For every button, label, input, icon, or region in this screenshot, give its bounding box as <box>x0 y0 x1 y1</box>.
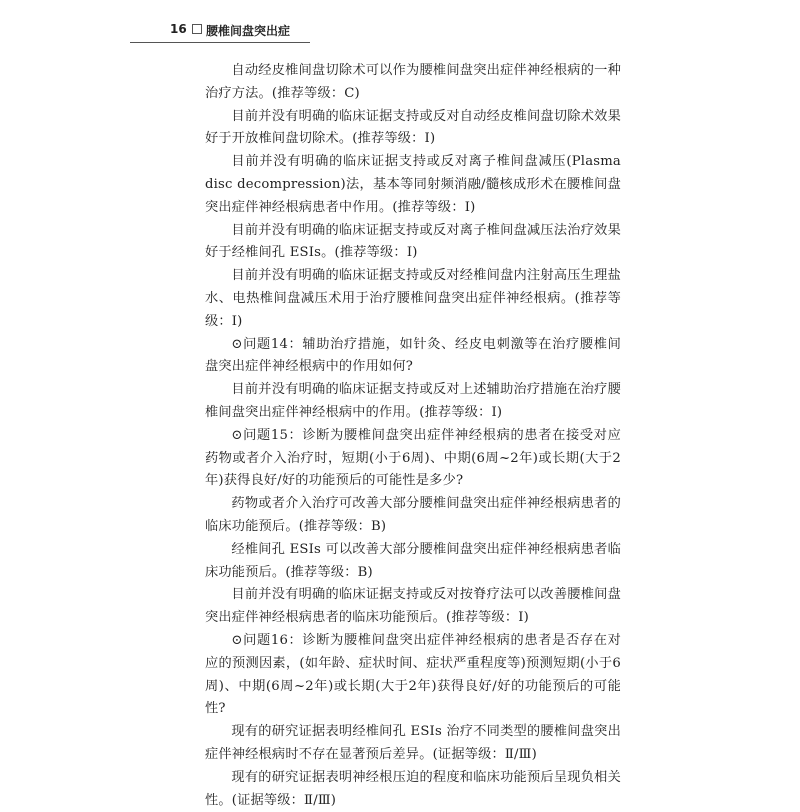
running-title: 腰椎间盘突出症 <box>206 24 291 38</box>
paragraph: 现有的研究证据表明神经根压迫的程度和临床功能预后呈现负相关性。(证据等级：Ⅱ/Ⅲ) <box>205 769 621 808</box>
paragraph: 目前并没有明确的临床证据支持或反对按脊疗法可以改善腰椎间盘突出症伴神经根病患者的临床功能预后。(推荐等级：Ⅰ) <box>205 587 621 626</box>
page-body <box>205 60 621 812</box>
paragraph: 目前并没有明确的临床证据支持或反对离子椎间盘减压法治疗效果好于经椎间孔 ESIs。(推荐等级：Ⅰ) <box>205 222 621 261</box>
page-number: 16 <box>170 22 187 36</box>
paragraph: 药物或者介入治疗可改善大部分腰椎间盘突出症伴神经根病患者的临床功能预后。(推荐等级：B) <box>205 496 621 534</box>
paragraph: 目前并没有明确的临床证据支持或反对自动经皮椎间盘切除术效果好于开放椎间盘切除术。(推荐等级：Ⅰ) <box>205 108 621 147</box>
header-square-icon <box>192 24 202 34</box>
question-paragraph: ⊙问题14：辅助治疗措施，如针灸、经皮电刺激等在治疗腰椎间盘突出症伴神经根病中的作用如何? <box>205 336 621 375</box>
paragraph: 自动经皮椎间盘切除术可以作为腰椎间盘突出症伴神经根病的一种治疗方法。(推荐等级：C) <box>205 63 621 101</box>
question-paragraph: ⊙问题15：诊断为腰椎间盘突出症伴神经根病的患者在接受对应药物或者介入治疗时，短期(小于6周)、中期(6周~2年)或长期(大于2年)获得良好/好的功能预后的可能性是多少? <box>205 427 621 489</box>
page-header <box>130 22 690 44</box>
paragraph: 目前并没有明确的临床证据支持或反对上述辅助治疗措施在治疗腰椎间盘突出症伴神经根病中的作用。(推荐等级：Ⅰ) <box>205 382 621 420</box>
paragraph: 现有的研究证据表明经椎间孔 ESIs 治疗不同类型的腰椎间盘突出症伴神经根病时不存在显著预后差异。(证据等级：Ⅱ/Ⅲ) <box>205 724 621 762</box>
header-rule <box>130 42 310 43</box>
paragraph: 目前并没有明确的临床证据支持或反对经椎间盘内注射高压生理盐水、电热椎间盘减压术用于治疗腰椎间盘突出症伴神经根病。(推荐等级：Ⅰ) <box>205 268 621 329</box>
paragraph: 目前并没有明确的临床证据支持或反对离子椎间盘减压(Plasma disc decompression)法，基本等同射频消融/髓核成形术在腰椎间盘突出症伴神经根病患者中作用。(推荐等级：Ⅰ) <box>205 154 621 215</box>
question-paragraph: ⊙问题16：诊断为腰椎间盘突出症伴神经根病的患者是否存在对应的预测因素，(如年龄、症状时间、症状严重程度等)预测短期(小于6周)、中期(6周~2年)或长期(大于2年)获得良好/好的功能预后的可能性? <box>205 632 621 717</box>
paragraph: 经椎间孔 ESIs 可以改善大部分腰椎间盘突出症伴神经根病患者临床功能预后。(推荐等级：B) <box>205 541 621 580</box>
